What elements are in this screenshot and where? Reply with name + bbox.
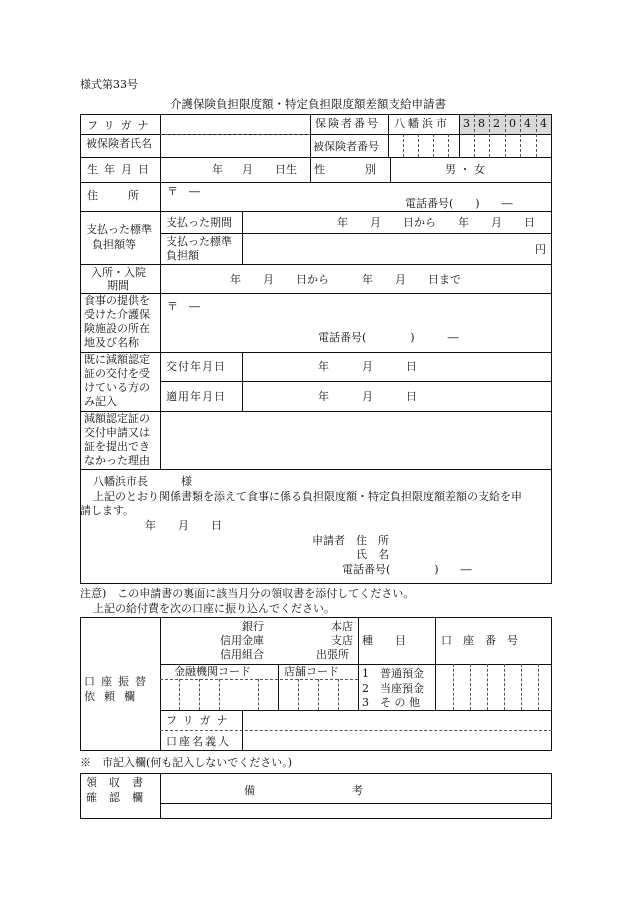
institution-code-label: 金融機関コード (174, 665, 251, 678)
sex-options[interactable]: 男 ・ 女 (445, 163, 485, 176)
insurer-digit: 3 (463, 117, 470, 130)
receipt-check-label-2: 確認欄 (86, 791, 155, 804)
applicant-name[interactable]: 氏 名 (356, 548, 389, 561)
account-type-ordinary[interactable]: 1 普通預金 (362, 667, 424, 680)
cert-label-4: み記入 (84, 395, 117, 408)
bank-type-shinkin[interactable]: 信用金庫 (220, 634, 264, 647)
bank-type-bank[interactable]: 銀行 (242, 620, 264, 633)
facility-phone[interactable]: 電話番号( ) ― (318, 331, 459, 344)
paid-period-value[interactable]: 年 月 日から 年 月 日 (337, 216, 535, 229)
mayor-address: 八幡浜市長 様 (93, 475, 192, 488)
insurer-digit: 2 (493, 117, 500, 130)
furigana-label: フリガナ (87, 119, 155, 132)
reason-label-4: なかった理由 (84, 454, 150, 467)
account-number-label: 口 座 番 号 (441, 634, 518, 647)
reason-label-2: 交付申請又は (84, 426, 150, 439)
facility-label-2: 受けた介護保 (84, 308, 150, 321)
branch-type-shucchojo[interactable]: 出張所 (316, 648, 349, 661)
remarks-label: 備 考 (244, 784, 364, 797)
insured-name-field[interactable] (162, 139, 309, 155)
sex-label: 性別 (314, 163, 416, 176)
reason-label: 減額認定証の (84, 412, 150, 425)
birth-day: 日生 (275, 163, 297, 176)
bank-section-label-2: 依頼欄 (84, 690, 144, 703)
insurer-digit: 0 (509, 117, 516, 130)
city-use-note: ※ 市記入欄(何も記入しないでください。) (80, 756, 293, 769)
cert-label-3: けている方の (84, 381, 150, 394)
attachment-note: 注意) この申請書の裏面に該当月分の領収書を添付してください。 (80, 587, 415, 600)
account-type-current[interactable]: 2 当座預金 (362, 682, 424, 695)
insurer-city: 八幡浜市 (394, 117, 450, 130)
issue-date-value[interactable]: 年 月 日 (318, 360, 417, 373)
address-phone[interactable]: 電話番号( ) ― (405, 197, 513, 210)
paid-amount-label-2: 負担額等 (92, 238, 136, 251)
cert-label-2: 証の交付を受 (84, 367, 150, 380)
branch-type-shiten[interactable]: 支店 (331, 634, 353, 647)
yen-unit: 円 (535, 243, 546, 256)
admission-label-2: 期間 (107, 279, 129, 292)
insured-number-field[interactable] (390, 136, 550, 156)
paid-std-label-2: 負担額 (166, 249, 199, 262)
reason-field[interactable] (162, 414, 550, 466)
birthdate-label: 生年月日 (87, 163, 155, 176)
reason-label-3: 証を提出でき (84, 440, 150, 453)
transfer-request: 上記の給付費を次の口座に振り込んでください。 (93, 602, 335, 615)
page-title: 介護保険負担限度額・特定負担限度額差額支給申請書 (170, 97, 446, 111)
applicant-phone[interactable]: 電話番号( ) ― (342, 563, 472, 576)
bank-type-kumiai[interactable]: 信用組合 (220, 648, 264, 661)
account-type-label: 種 目 (362, 634, 406, 647)
holder-furigana-label: フリガナ (166, 714, 234, 727)
account-holder-label: 口座名義人 (166, 735, 231, 748)
applicant-address[interactable]: 住 所 (356, 534, 389, 547)
paid-std-label: 支払った標準 (166, 235, 232, 248)
paid-amount-label: 支払った標準 (86, 223, 152, 236)
application-date[interactable]: 年 月 日 (145, 519, 222, 532)
birth-month: 月 (242, 163, 253, 176)
declaration-text-2: 請します。 (80, 504, 135, 517)
applicant-label: 申請者 (312, 534, 345, 547)
valid-date-value[interactable]: 年 月 日 (318, 390, 417, 403)
facility-label: 食事の提供を (84, 294, 150, 307)
facility-postal[interactable]: 〒 ― (167, 300, 200, 313)
account-type-other[interactable]: 3 そ の 他 (362, 696, 420, 709)
facility-label-3: 険施設の所在 (84, 322, 150, 335)
branch-code-label: 店舗コード (284, 665, 339, 678)
issue-date-label: 交付年月日 (166, 360, 226, 373)
insured-name-label: 被保険者氏名 (86, 137, 152, 150)
address-label: 住所 (87, 189, 169, 202)
application-form (80, 114, 552, 584)
insurer-digit: 8 (478, 117, 485, 130)
bank-section-label: 口座振替 (84, 675, 152, 688)
paid-period-label: 支払った期間 (166, 216, 232, 229)
valid-date-label: 適用年月日 (166, 390, 226, 403)
birth-year: 年 (212, 163, 223, 176)
form-number: 様式第33号 (80, 78, 138, 91)
account-holder-field[interactable] (244, 732, 550, 750)
admission-period[interactable]: 年 月 日から 年 月 日まで (230, 273, 461, 286)
insurer-digit: 4 (524, 117, 531, 130)
insured-number-label: 被保険者番号 (313, 140, 379, 153)
address-postal[interactable]: 〒 ― (167, 185, 200, 198)
cert-label: 既に減額認定 (84, 353, 150, 366)
insurer-digit: 4 (540, 117, 547, 130)
receipt-check-label: 領収書 (86, 776, 155, 789)
insurer-number-label: 保険者番号 (315, 117, 380, 130)
declaration-text: 上記のとおり関係書類を添えて食事に係る負担限度額・特定負担限度額差額の支給を申 (93, 490, 522, 503)
branch-type-honten[interactable]: 本店 (331, 620, 353, 633)
facility-label-4: 地及び名称 (84, 336, 139, 349)
admission-label: 入所・入院 (91, 266, 146, 279)
